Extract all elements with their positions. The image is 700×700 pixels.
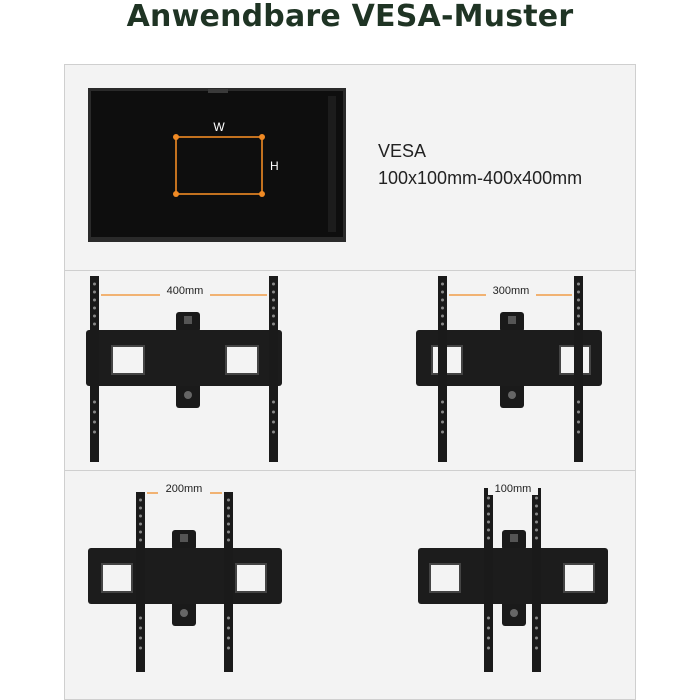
spacing-label: 100mm — [494, 483, 532, 495]
vesa-hole — [173, 191, 179, 197]
spacing-label: 200mm — [165, 483, 203, 495]
vesa-hole — [173, 134, 179, 140]
mount-100 — [414, 478, 614, 674]
divider — [64, 470, 636, 471]
height-marker: H — [270, 159, 279, 173]
tv-illustration — [88, 88, 346, 242]
mount-400 — [80, 272, 290, 468]
spacing-label: 400mm — [166, 285, 204, 297]
vesa-hole — [259, 134, 265, 140]
vesa-hole — [259, 191, 265, 197]
spacing-label: 300mm — [492, 285, 530, 297]
divider — [64, 270, 636, 271]
mount-300 — [410, 272, 610, 468]
mount-200 — [84, 478, 294, 674]
vesa-range: 100x100mm-400x400mm — [378, 168, 583, 188]
page-title: Anwendbare VESA-Muster — [126, 0, 574, 34]
vesa-label: VESA — [378, 141, 427, 161]
width-marker: W — [213, 120, 225, 134]
